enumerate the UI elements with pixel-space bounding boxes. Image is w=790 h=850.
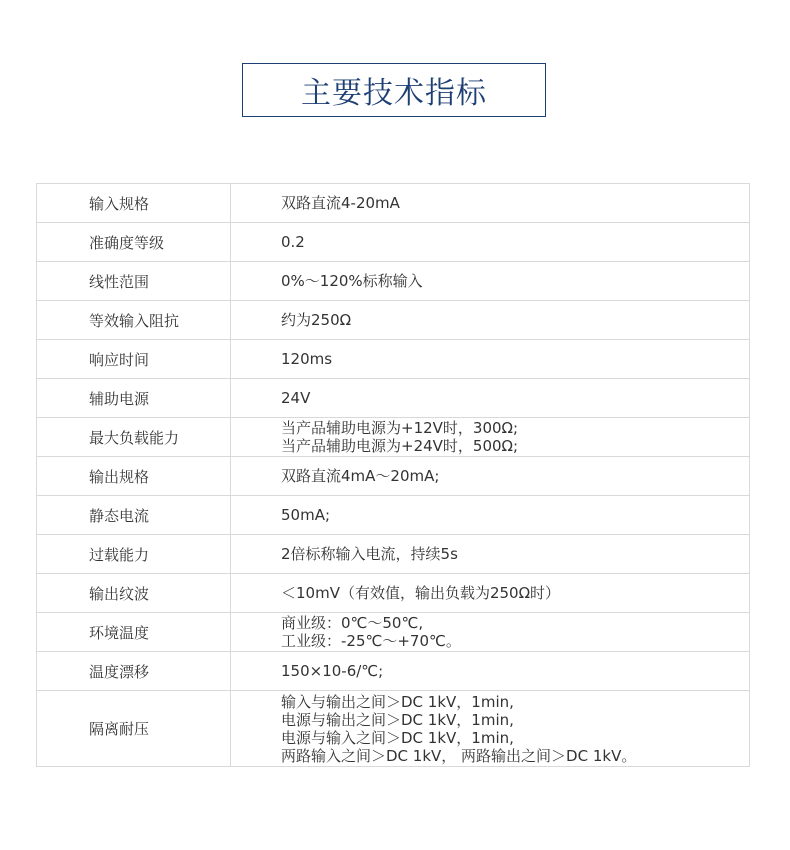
spec-label: 响应时间 — [37, 340, 231, 379]
spec-label: 辅助电源 — [37, 379, 231, 418]
spec-value — [231, 613, 750, 652]
table-row — [37, 691, 750, 767]
table-row — [37, 457, 750, 496]
spec-table-body — [37, 184, 750, 767]
spec-label: 温度漂移 — [37, 652, 231, 691]
table-row — [37, 574, 750, 613]
spec-value-line: 商业级：0℃～50℃, — [281, 614, 424, 632]
spec-value — [231, 418, 750, 457]
spec-value — [231, 223, 750, 262]
spec-value — [231, 340, 750, 379]
spec-label: 输入规格 — [37, 184, 231, 223]
spec-value — [231, 457, 750, 496]
spec-label: 过载能力 — [37, 535, 231, 574]
spec-value-line: 两路输入之间＞DC 1kV， 两路输出之间＞DC 1kV。 — [281, 746, 637, 765]
spec-value-line: 0.2 — [281, 233, 305, 251]
spec-value-line: 当产品辅助电源为+24V时，500Ω; — [281, 437, 519, 455]
spec-value — [231, 184, 750, 223]
spec-value — [231, 301, 750, 340]
table-row — [37, 613, 750, 652]
spec-value-line: 2倍标称输入电流，持续5s — [281, 545, 458, 563]
spec-value-line: 150×10-6/℃; — [281, 662, 384, 680]
spec-value-line: 工业级：-25℃～+70℃。 — [281, 632, 461, 650]
spec-label: 线性范围 — [37, 262, 231, 301]
spec-value-line: 输入与输出之间＞DC 1kV，1min, — [281, 692, 514, 711]
spec-value — [231, 379, 750, 418]
spec-label: 静态电流 — [37, 496, 231, 535]
spec-label: 环境温度 — [37, 613, 231, 652]
spec-label: 输出纹波 — [37, 574, 231, 613]
spec-label: 最大负载能力 — [37, 418, 231, 457]
spec-value-line: 50mA; — [281, 506, 331, 524]
spec-value — [231, 652, 750, 691]
spec-value — [231, 574, 750, 613]
spec-value — [231, 262, 750, 301]
table-row — [37, 340, 750, 379]
table-row — [37, 652, 750, 691]
spec-value-line: 双路直流4-20mA — [281, 194, 400, 212]
spec-value-line: 24V — [281, 389, 311, 407]
spec-value — [231, 535, 750, 574]
table-row — [37, 418, 750, 457]
page-title: 主要技术指标 — [242, 63, 546, 117]
table-row — [37, 223, 750, 262]
spec-value — [231, 496, 750, 535]
spec-value-line: ＜10mV（有效值，输出负载为250Ω时） — [281, 584, 561, 602]
table-row — [37, 262, 750, 301]
spec-value-line: 电源与输入之间＞DC 1kV，1min, — [281, 728, 514, 747]
spec-value — [231, 691, 750, 767]
table-row — [37, 184, 750, 223]
table-row — [37, 301, 750, 340]
spec-label: 等效输入阻抗 — [37, 301, 231, 340]
spec-value-line: 120ms — [281, 350, 333, 368]
table-row — [37, 496, 750, 535]
spec-value-line: 约为250Ω — [281, 311, 352, 329]
table-row — [37, 379, 750, 418]
spec-value-line: 电源与输出之间＞DC 1kV，1min, — [281, 710, 514, 729]
spec-table — [36, 183, 750, 767]
spec-label: 隔离耐压 — [37, 691, 231, 767]
spec-value-line: 0%～120%标称输入 — [281, 272, 423, 290]
spec-value-line: 双路直流4mA～20mA; — [281, 467, 440, 485]
table-row — [37, 535, 750, 574]
spec-label: 准确度等级 — [37, 223, 231, 262]
spec-label: 输出规格 — [37, 457, 231, 496]
spec-value-line: 当产品辅助电源为+12V时，300Ω; — [281, 419, 519, 437]
